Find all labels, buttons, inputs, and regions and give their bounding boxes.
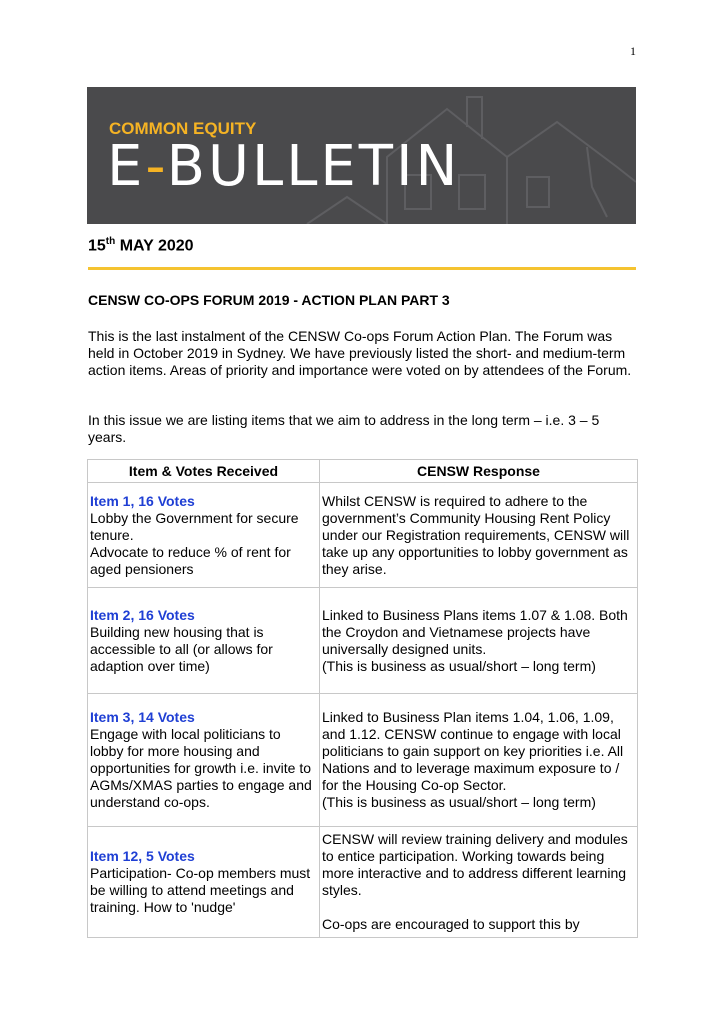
- date-rest: MAY 2020: [119, 237, 194, 255]
- table-row: [88, 827, 638, 938]
- item-title: Item 12, 5 Votes: [90, 848, 195, 864]
- header-censw-response: CENSW Response: [320, 460, 638, 483]
- item-text: Participation- Co-op members must be willing to attend meetings and training. How to 'nudge': [90, 865, 311, 915]
- header-item-votes: Item & Votes Received: [88, 460, 320, 483]
- response-text: CENSW will review training delivery and modules to entice participation. Working towards being more interactive and to address different learning styles.: [322, 831, 628, 898]
- date-suffix: th: [105, 236, 116, 247]
- bulletin-date: [88, 236, 194, 255]
- item-text: Advocate to reduce % of rent for aged pensioners: [90, 543, 291, 577]
- e-bulletin-banner: [87, 87, 636, 224]
- item-cell: [88, 483, 320, 588]
- table-row: [88, 588, 638, 694]
- response-text: Co-ops are encouraged to support this by: [322, 916, 580, 932]
- table-row: [88, 694, 638, 827]
- long-term-paragraph: In this issue we are listing items that we aim to address in the long term – i.e. 3 – 5 years.: [88, 412, 600, 445]
- brand-e: E: [107, 134, 146, 199]
- brand-dash: -: [145, 134, 167, 199]
- intro-paragraph: This is the last instalment of the CENSW Co-ops Forum Action Plan. The Forum was held in October 2019 in Sydney. We have previously listed the short- and medium-term action items. Areas of priority and importance were voted on by attendees of the Forum.: [88, 328, 632, 378]
- item-text: Engage with local politicians to lobby for more housing and opportunities for growth i.e. invite to AGMs/XMAS parties to engage and understand co-ops.: [90, 726, 312, 810]
- item-text: Building new housing that is accessible to all (or allows for adaption over time): [90, 623, 273, 674]
- table-row: [88, 483, 638, 588]
- gold-divider: [88, 267, 636, 270]
- response-cell: [320, 588, 638, 694]
- response-text: Whilst CENSW is required to adhere to the government’s Community Housing Rent Policy under our Registration requirements, CENSW will take up any opportunities to lobby government as they arise.: [322, 492, 630, 577]
- response-cell: [320, 483, 638, 588]
- item-cell: [88, 694, 320, 827]
- response-cell: [320, 827, 638, 938]
- item-text: Lobby the Government for secure tenure.: [90, 509, 299, 543]
- action-plan-table: [87, 459, 638, 938]
- item-title: Item 2, 16 Votes: [90, 606, 195, 623]
- brand-bulletin: BULLETIN: [166, 134, 461, 199]
- article-heading: CENSW CO-OPS FORUM 2019 - ACTION PLAN PART 3: [88, 292, 450, 308]
- response-text: (This is business as usual/short – long term): [322, 657, 596, 674]
- brand-common-equity: COMMON EQUITY: [109, 119, 257, 138]
- response-text: Linked to Business Plans items 1.07 & 1.08. Both the Croydon and Vietnamese projects have universally designed units.: [322, 606, 628, 657]
- date-day: 15: [88, 237, 106, 255]
- item-cell: [88, 588, 320, 694]
- brand-e-bulletin: [107, 134, 461, 199]
- page-number: 1: [630, 44, 636, 58]
- item-title: Item 1, 16 Votes: [90, 492, 195, 509]
- item-cell: [88, 827, 320, 938]
- response-cell: [320, 694, 638, 827]
- response-text: (This is business as usual/short – long term): [322, 794, 596, 810]
- response-text: Linked to Business Plan items 1.04, 1.06, 1.09, and 1.12. CENSW continue to engage with local politicians to gain support on key priorities i.e. All Nations and to leverage maximum exposure to / for the Housing Co-op Sector.: [322, 709, 624, 793]
- table-header-row: [88, 460, 638, 483]
- item-title: Item 3, 14 Votes: [90, 709, 195, 725]
- response-spacer: [322, 899, 635, 916]
